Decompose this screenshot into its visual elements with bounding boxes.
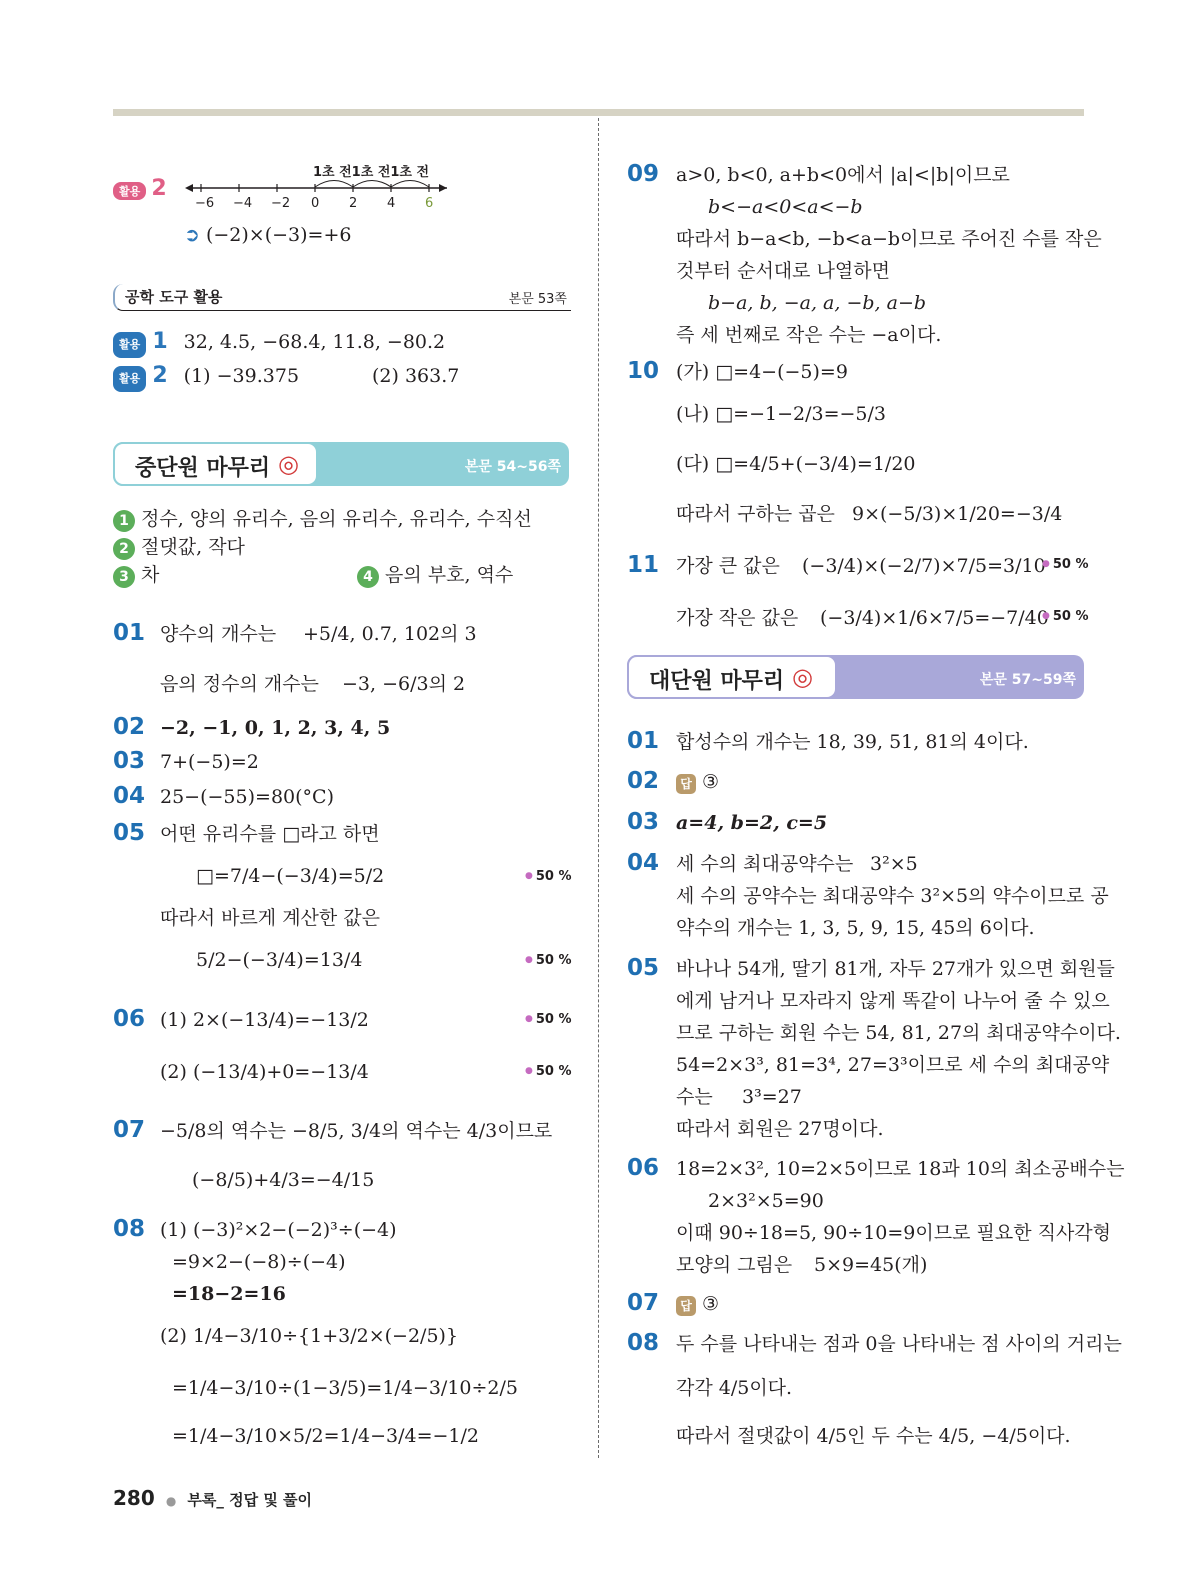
q02-text: −2, −1, 0, 1, 2, 3, 4, 5 bbox=[160, 717, 391, 739]
q-number: 10 bbox=[627, 358, 660, 384]
r06-d: 모양의 그림은 bbox=[676, 1254, 793, 1276]
mid-banner bbox=[113, 442, 569, 486]
q-number: 03 bbox=[627, 809, 660, 835]
tool-ref: 본문 53쪽 bbox=[508, 292, 567, 307]
concept-text: 차 bbox=[141, 564, 160, 586]
q-number: 07 bbox=[627, 1290, 660, 1316]
r08-b: 각각 4/5이다. bbox=[676, 1377, 793, 1399]
hwal-number: 2 bbox=[151, 176, 167, 201]
q-number: 03 bbox=[113, 748, 146, 774]
tool2-line bbox=[113, 364, 299, 392]
mid-ref: 본문 54~56쪽 bbox=[464, 459, 561, 475]
r05-c: 므로 구하는 회원 수는 54, 81, 27의 최대공약수이다. bbox=[676, 1022, 1121, 1044]
r06-a: 18=2×3², 10=2×5이므로 18과 10의 최소공배수는 bbox=[676, 1158, 1125, 1180]
r05-d: 54=2×3³, 81=3⁴, 27=3³이므로 세 수의 최대공약 bbox=[676, 1054, 1110, 1076]
tick-label: −6 bbox=[195, 196, 215, 211]
concept-text: 음의 부호, 역수 bbox=[385, 564, 514, 586]
tick-label: 2 bbox=[349, 196, 358, 211]
q08-2b: =1/4−3/10÷(1−3/5)=1/4−3/10÷2/5 bbox=[172, 1377, 518, 1399]
concept-3 bbox=[113, 563, 159, 588]
column-divider bbox=[598, 118, 599, 1458]
footer-dot-icon: ● bbox=[165, 1494, 177, 1508]
score-50: ● 50 % bbox=[525, 869, 572, 884]
tick-label: −2 bbox=[271, 196, 291, 211]
tick-label: 4 bbox=[387, 196, 396, 211]
r07-answer bbox=[676, 1292, 719, 1316]
hwal-number: 1 bbox=[152, 329, 168, 354]
q05-c: 따라서 바르게 계산한 값은 bbox=[160, 907, 381, 929]
q08-1a: (1) (−3)²×2−(−2)³÷(−4) bbox=[160, 1219, 397, 1241]
q04-text: 25−(−55)=80(°C) bbox=[160, 786, 334, 808]
q10-d: 따라서 구하는 곱은 bbox=[676, 503, 835, 525]
q01-b: +5/4, 0.7, 102의 3 bbox=[303, 623, 477, 645]
score-50: ● 50 % bbox=[525, 1012, 572, 1027]
q-number: 06 bbox=[627, 1155, 660, 1181]
q09-e: b−a, b, −a, a, −b, a−b bbox=[708, 292, 927, 314]
circle-number: 4 bbox=[357, 566, 379, 588]
tool-banner bbox=[113, 284, 571, 311]
hwal-badge: 활용 bbox=[113, 332, 146, 358]
q08-2c: =1/4−3/10×5/2=1/4−3/4=−1/2 bbox=[172, 1425, 479, 1447]
q-number: 07 bbox=[113, 1117, 146, 1143]
q09-f: 즉 세 번째로 작은 수는 −a이다. bbox=[676, 324, 942, 346]
tick-label: −4 bbox=[233, 196, 253, 211]
concept-text: 정수, 양의 유리수, 음의 유리수, 유리수, 수직선 bbox=[141, 508, 532, 530]
q01-d: −3, −6/3의 2 bbox=[342, 673, 466, 695]
r06-c: 이때 90÷18=5, 90÷10=9이므로 필요한 직사각형 bbox=[676, 1222, 1112, 1244]
concept-2 bbox=[113, 535, 245, 560]
hwal2-result bbox=[184, 223, 351, 247]
q-number: 09 bbox=[627, 161, 660, 187]
r08-c: 따라서 절댓값이 4/5인 두 수는 4/5, −4/5이다. bbox=[676, 1425, 1071, 1447]
top-rule bbox=[113, 109, 1084, 116]
q09-d: 것부터 순서대로 나열하면 bbox=[676, 260, 890, 282]
r06-e: 5×9=45(개) bbox=[814, 1254, 928, 1276]
q10-a: (가) □=4−(−5)=9 bbox=[676, 361, 848, 383]
big-banner bbox=[627, 655, 1084, 699]
target-icon: ◎ bbox=[792, 663, 813, 691]
r05-f: 3³=27 bbox=[742, 1086, 802, 1108]
numline-caption: 1초 전1초 전1초 전 bbox=[313, 165, 430, 180]
answer-badge: 답 bbox=[676, 774, 696, 794]
q-number: 01 bbox=[627, 728, 660, 754]
tool2-b: (2) 363.7 bbox=[372, 365, 460, 387]
q07-a: −5/8의 역수는 −8/5, 3/4의 역수는 4/3이므로 bbox=[160, 1120, 553, 1142]
q-number: 01 bbox=[113, 620, 146, 646]
hwal2-heading bbox=[113, 176, 167, 201]
footer bbox=[113, 1486, 312, 1510]
q05-a: 어떤 유리수를 □라고 하면 bbox=[160, 823, 380, 845]
concept-1 bbox=[113, 507, 532, 532]
big-title: 대단원 마무리 bbox=[649, 669, 785, 694]
circle-number: 2 bbox=[113, 538, 135, 560]
arrow-icon: ➲ bbox=[184, 224, 200, 246]
tick-label: 6 bbox=[425, 196, 434, 211]
q10-b: (나) □=−1−2/3=−5/3 bbox=[676, 403, 887, 425]
answer-badge: 답 bbox=[676, 1296, 696, 1316]
q-number: 06 bbox=[113, 1006, 146, 1032]
numline-ticks bbox=[183, 196, 453, 214]
score-50: ● 50 % bbox=[1042, 609, 1089, 624]
q-number: 11 bbox=[627, 552, 660, 578]
q10-c: (다) □=4/5+(−3/4)=1/20 bbox=[676, 453, 916, 475]
q-number: 05 bbox=[627, 955, 660, 981]
target-icon: ◎ bbox=[278, 450, 299, 478]
tool1-text: 32, 4.5, −68.4, 11.8, −80.2 bbox=[183, 331, 446, 353]
concept-text: 절댓값, 작다 bbox=[141, 536, 245, 558]
q05-d: 5/2−(−3/4)=13/4 bbox=[196, 949, 363, 971]
q-number: 02 bbox=[627, 768, 660, 794]
q11-d: (−3/4)×1/6×7/5=−7/40 bbox=[820, 607, 1049, 629]
score-50: ● 50 % bbox=[525, 953, 572, 968]
q09-a: a>0, b<0, a+b<0에서 |a|<|b|이므로 bbox=[676, 164, 1010, 186]
r01-text: 합성수의 개수는 18, 39, 51, 81의 4이다. bbox=[676, 731, 1029, 753]
r05-a: 바나나 54개, 딸기 81개, 자두 27개가 있으면 회원들 bbox=[676, 958, 1115, 980]
q11-a: 가장 큰 값은 bbox=[676, 555, 780, 577]
r08-a: 두 수를 나타내는 점과 0을 나타내는 점 사이의 거리는 bbox=[676, 1333, 1122, 1355]
q09-c: 따라서 b−a<b, −b<a−b이므로 주어진 수를 작은 bbox=[676, 228, 1102, 250]
hwal-badge: 활용 bbox=[113, 366, 146, 392]
r05-e: 수는 bbox=[676, 1086, 713, 1108]
hwal2-result-text: (−2)×(−3)=+6 bbox=[205, 224, 352, 246]
q08-1c: =18−2=16 bbox=[172, 1283, 286, 1305]
r04-d: 약수의 개수는 1, 3, 5, 9, 15, 45의 6이다. bbox=[676, 917, 1035, 939]
q08-2a: (2) 1/4−3/10÷{1+3/2×(−2/5)} bbox=[160, 1325, 459, 1347]
q10-e: 9×(−5/3)×1/20=−3/4 bbox=[852, 503, 1063, 525]
r06-b: 2×3²×5=90 bbox=[708, 1190, 824, 1212]
r04-c: 세 수의 공약수는 최대공약수 3²×5의 약수이므로 공 bbox=[676, 885, 1109, 907]
r04-a: 세 수의 최대공약수는 bbox=[676, 853, 854, 875]
q05-b: □=7/4−(−3/4)=5/2 bbox=[196, 865, 385, 887]
mid-title: 중단원 마무리 bbox=[135, 456, 271, 481]
q-number: 04 bbox=[627, 850, 660, 876]
q08-1b: =9×2−(−8)÷(−4) bbox=[172, 1251, 346, 1273]
q01-c: 음의 정수의 개수는 bbox=[160, 673, 319, 695]
q06-a: (1) 2×(−13/4)=−13/2 bbox=[160, 1009, 369, 1031]
r02-answer bbox=[676, 770, 719, 794]
circle-number: 1 bbox=[113, 510, 135, 532]
r02-text: ③ bbox=[702, 771, 720, 793]
q09-b: b<−a<0<a<−b bbox=[708, 196, 863, 218]
q11-c: 가장 작은 값은 bbox=[676, 607, 799, 629]
q-number: 04 bbox=[113, 783, 146, 809]
page-number: 280 bbox=[113, 1486, 155, 1510]
q06-b: (2) (−13/4)+0=−13/4 bbox=[160, 1061, 369, 1083]
tool-title: 공학 도구 활용 bbox=[125, 288, 223, 306]
q-number: 02 bbox=[113, 714, 146, 740]
r05-b: 에게 남거나 모자라지 않게 똑같이 나누어 줄 수 있으 bbox=[676, 990, 1110, 1012]
score-50: ● 50 % bbox=[525, 1064, 572, 1079]
q-number: 08 bbox=[113, 1216, 146, 1242]
big-ref: 본문 57~59쪽 bbox=[979, 672, 1076, 688]
q01-a: 양수의 개수는 bbox=[160, 623, 277, 645]
r05-g: 따라서 회원은 27명이다. bbox=[676, 1118, 884, 1140]
r03-text: a=4, b=2, c=5 bbox=[676, 812, 828, 834]
q07-b: (−8/5)+4/3=−4/15 bbox=[192, 1169, 375, 1191]
q03-text: 7+(−5)=2 bbox=[160, 751, 259, 773]
score-50: ● 50 % bbox=[1042, 557, 1089, 572]
q11-b: (−3/4)×(−2/7)×7/5=3/10 bbox=[802, 555, 1046, 577]
hwal-number: 2 bbox=[152, 363, 168, 388]
tool1-line bbox=[113, 330, 445, 358]
circle-number: 3 bbox=[113, 566, 135, 588]
r04-b: 3²×5 bbox=[870, 853, 918, 875]
footer-text: 부록_ 정답 및 풀이 bbox=[187, 1491, 313, 1509]
tool2-a: (1) −39.375 bbox=[183, 365, 300, 387]
q-number: 05 bbox=[113, 820, 146, 846]
hwal-badge: 활용 bbox=[113, 182, 146, 200]
r07-text: ③ bbox=[702, 1293, 720, 1315]
concept-4 bbox=[357, 563, 513, 588]
tick-label: 0 bbox=[311, 196, 320, 211]
q-number: 08 bbox=[627, 1330, 660, 1356]
